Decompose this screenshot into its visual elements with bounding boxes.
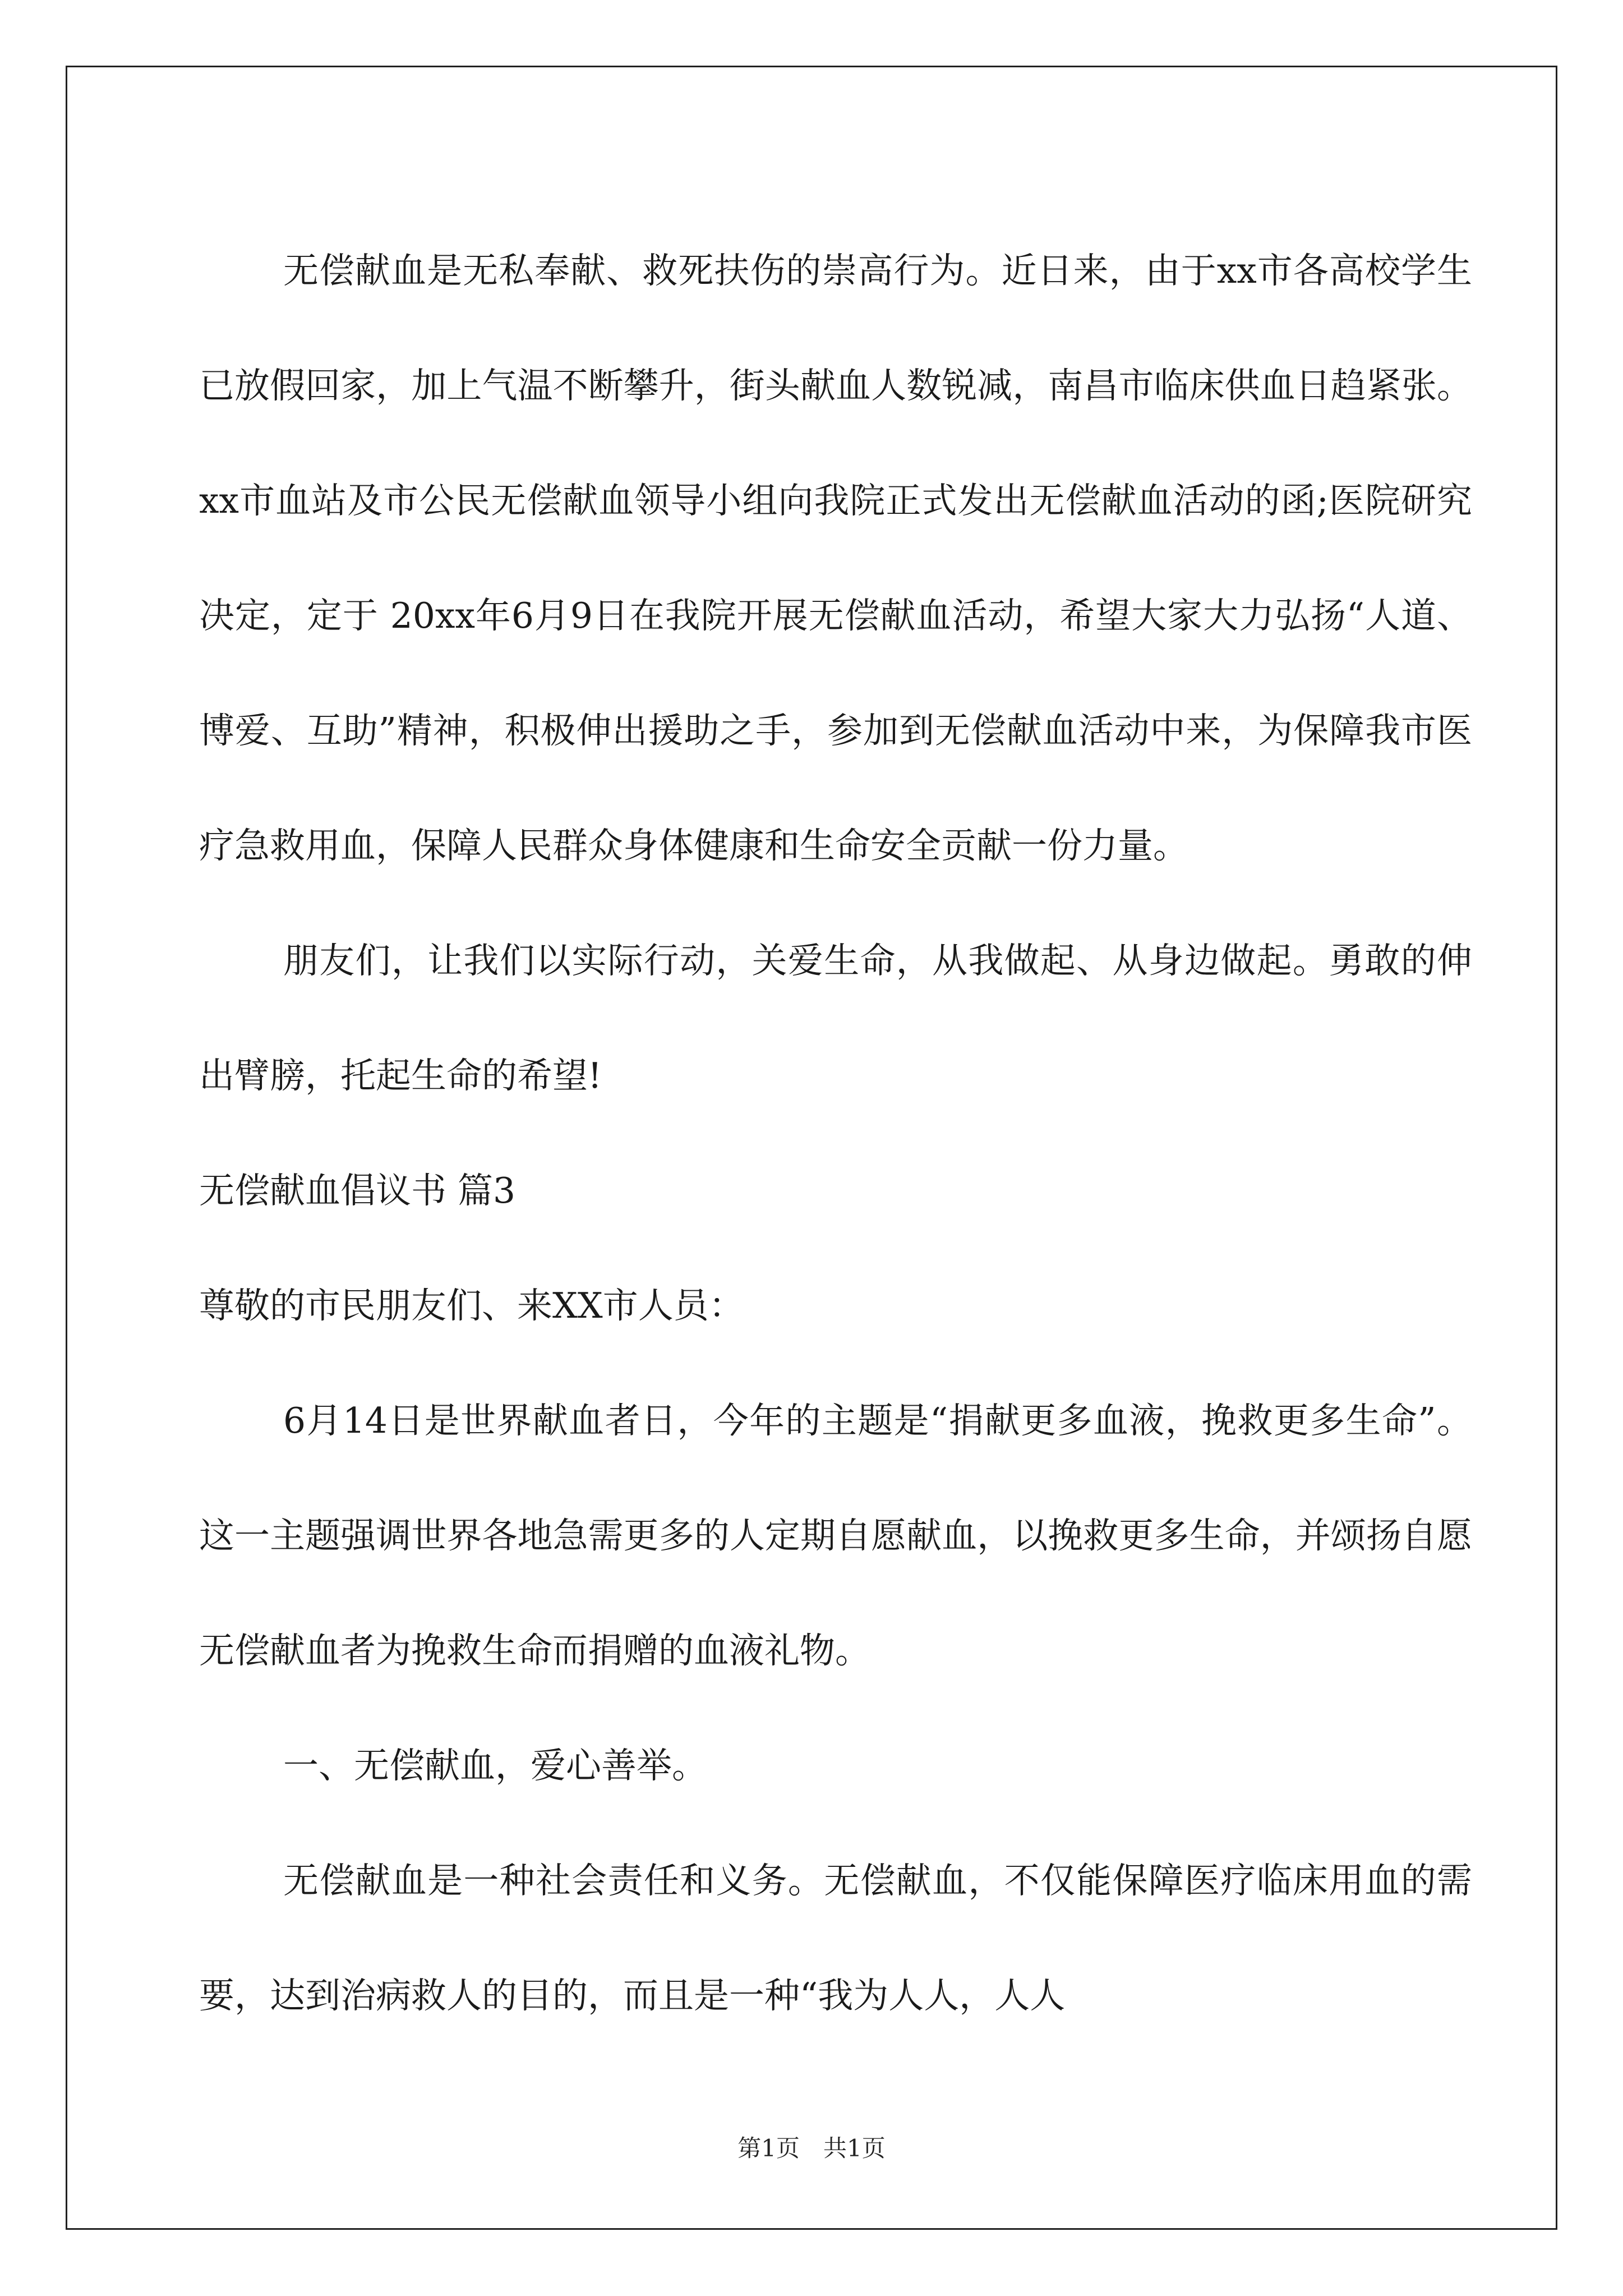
paragraph-call-to-action: 朋友们，让我们以实际行动，关爱生命，从我做起、从身边做起。勇敢的伸出臂膀，托起生命的希望! <box>199 940 1472 1096</box>
paragraph-world-blood-donor-day: 6月14日是世界献血者日，今年的主题是“捐献更多血液，挽救更多生命”。这一主题强调世界各地急需更多的人定期自愿献血，以挽救更多生命，并颂扬自愿无偿献血者为挽救生命而捐赠的血液礼物。 <box>199 1400 1472 1671</box>
paragraph-social-responsibility: 无偿献血是一种社会责任和义务。无偿献血，不仅能保障医疗临床用血的需要，达到治病救人的目的，而且是一种“我为人人，人人 <box>199 1860 1472 2016</box>
salutation: 尊敬的市民朋友们、来XX市人员： <box>199 1285 744 1326</box>
subheading-point-one: 一、无偿献血，爱心善举。 <box>283 1745 707 1786</box>
section-heading: 无偿献血倡议书 篇3 <box>199 1170 516 1211</box>
document-body <box>199 213 1472 2053</box>
paragraph-blood-donation-intro: 无偿献血是无私奉献、救死扶伤的崇高行为。近日来，由于xx市各高校学生已放假回家，加上气温不断攀升，街头献血人数锐减，南昌市临床供血日趋紧张。xx市血站及市公民无偿献血领导小组向我院正式发出无偿献血活动的函;医院研究决定，定于 20xx年6月9日在我院开展无偿献血活动，希望大家大力弘扬“人道、博爱、互助”精神，积极伸出援助之手，参加到无偿献血活动中来，为保障我市医疗急救用血，保障人民群众身体健康和生命安全贡献一份力量。 <box>199 250 1472 866</box>
page-number-footer: 第1页 共1页 <box>737 2134 886 2162</box>
